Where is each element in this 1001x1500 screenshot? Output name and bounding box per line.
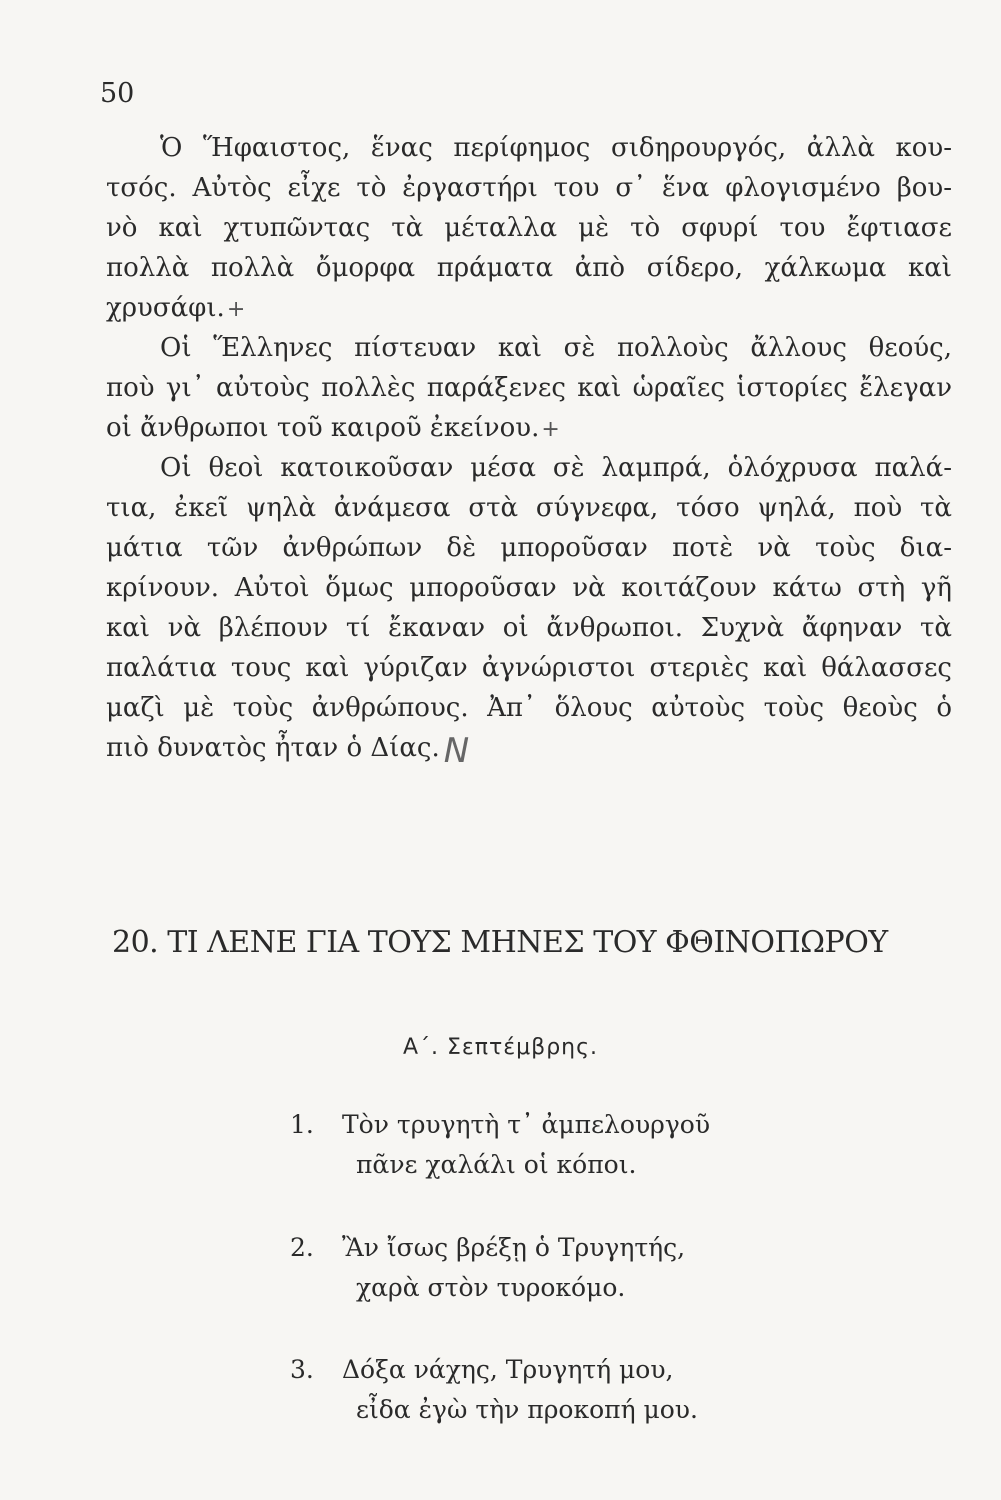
proverb-line: Δόξα νάχης, Τρυγητή μου, — [342, 1355, 674, 1384]
section-subtitle: Α΄. Σεπτέμβρης. — [402, 1035, 599, 1060]
text-line: Οἱ θεοὶ κατοικοῦσαν μέσα σὲ λαμπρά, ὁλόχρυσα παλά- — [160, 453, 952, 483]
text-line: παλάτια τους καὶ γύριζαν ἀγνώριστοι στεριὲς καὶ θάλασσες — [106, 653, 952, 683]
text-line-last — [106, 408, 952, 448]
proverb-line: χαρὰ στὸν τυροκόμο. — [356, 1273, 626, 1302]
text-line: μάτια τῶν ἀνθρώπων δὲ μποροῦσαν ποτὲ νὰ τοὺς δια- — [106, 533, 952, 563]
proverb-line: πᾶνε χαλάλι οἱ κόποι. — [356, 1150, 637, 1179]
proverb-line: Τὸν τρυγητὴ τ᾽ ἀμπελουργοῦ — [342, 1110, 711, 1139]
text-line: πολλὰ πολλὰ ὄμορφα πράματα ἀπὸ σίδερο, χάλκωμα καὶ — [106, 253, 952, 283]
text-line: Οἱ Ἕλληνες πίστευαν καὶ σὲ πολλοὺς ἄλλους θεούς, — [160, 333, 952, 363]
text-line: καὶ νὰ βλέπουν τί ἔκαναν οἱ ἄνθρωποι. Συχνὰ ἄφηναν τὰ — [106, 613, 952, 643]
pencil-cross-mark: + — [541, 417, 560, 442]
chapter-title: 20. ΤΙ ΛΕΝΕ ΓΙΑ ΤΟΥΣ ΜΗΝΕΣ ΤΟΥ ΦΘΙΝΟΠΩΡΟΥ — [112, 925, 888, 960]
text-line: πιὸ δυνατὸς ἦταν ὁ Δίας. — [106, 733, 440, 763]
text-line: μαζὶ μὲ τοὺς ἀνθρώπους. Ἀπ᾽ ὅλους αὐτοὺς τοὺς θεοὺς ὁ — [106, 693, 952, 723]
proverb-number: 2. — [290, 1233, 314, 1262]
text-line: κρίνουν. Αὐτοὶ ὅμως μποροῦσαν νὰ κοιτάζουν κάτω στὴ γῆ — [106, 573, 952, 603]
text-line: τια, ἐκεῖ ψηλὰ ἀνάμεσα στὰ σύγνεφα, τόσο ψηλά, ποὺ τὰ — [106, 493, 952, 523]
pencil-initial-mark: N — [443, 731, 470, 771]
text-line: οἱ ἄνθρωποι τοῦ καιροῦ ἐκείνου. — [106, 413, 540, 443]
text-line: νὸ καὶ χτυπῶντας τὰ μέταλλα μὲ τὸ σφυρί του ἔφτιασε — [106, 213, 952, 243]
text-line: χρυσάφι. — [106, 293, 225, 323]
pencil-cross-mark: + — [226, 297, 246, 322]
proverb-line: εἶδα ἐγὼ τὴν προκοπή μου. — [356, 1395, 698, 1424]
page-number: 50 — [100, 78, 135, 109]
text-line: Ὁ Ἥφαιστος, ἕνας περίφημος σιδηρουργός, ἀλλὰ κου- — [160, 133, 952, 163]
body-text — [106, 128, 952, 771]
text-line: ποὺ γι᾽ αὐτοὺς πολλὲς παράξενες καὶ ὡραῖες ἱστορίες ἔλεγαν — [106, 373, 952, 403]
proverb-number: 3. — [290, 1355, 314, 1384]
text-line-last — [106, 288, 952, 328]
proverb-line: Ἂν ἴσως βρέξῃ ὁ Τρυγητής, — [342, 1233, 686, 1262]
proverb-number: 1. — [290, 1110, 314, 1139]
text-line: τσός. Αὐτὸς εἶχε τὸ ἐργαστήρι του σ᾽ ἕνα φλογισμένο βου- — [106, 173, 952, 203]
text-line-last — [106, 728, 952, 771]
